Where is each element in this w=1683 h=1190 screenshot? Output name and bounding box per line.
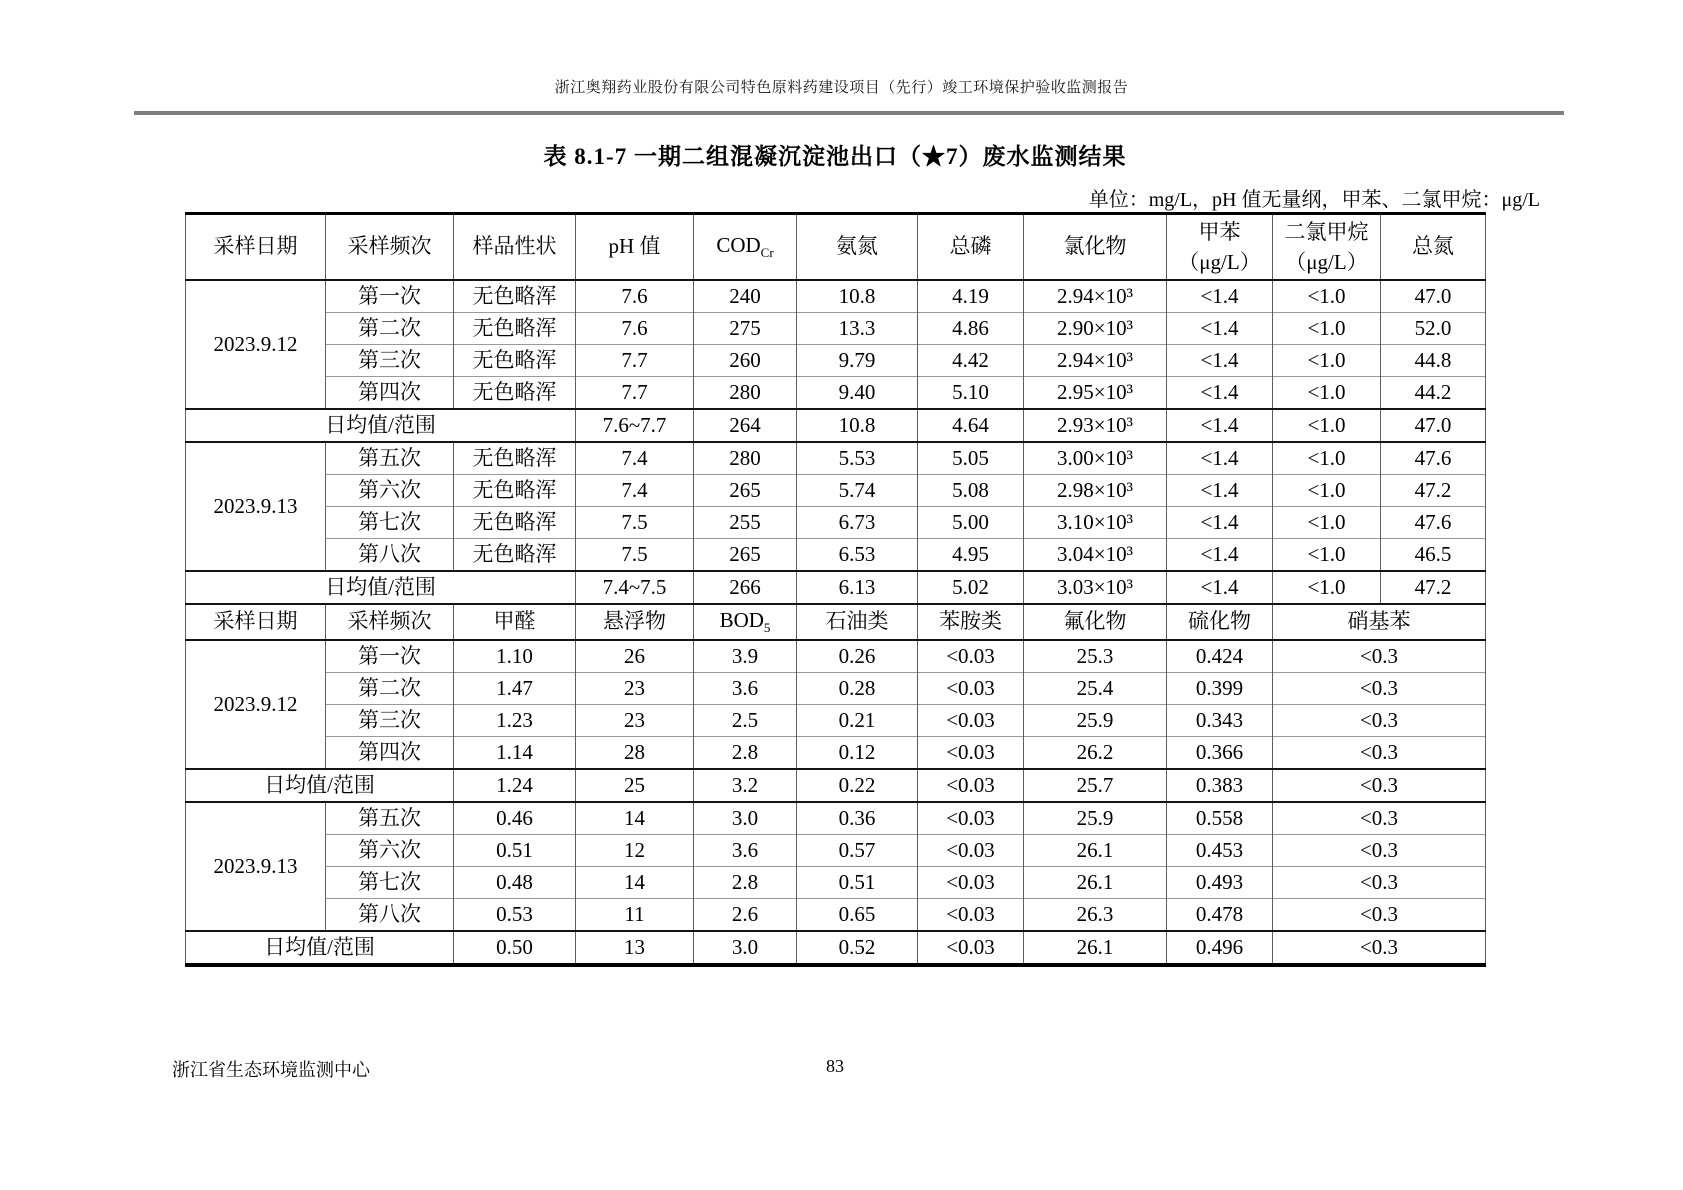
table-cell: <1.4	[1167, 313, 1273, 345]
table-cell: 47.0	[1381, 409, 1486, 442]
table-cell: 240	[694, 280, 797, 313]
table-cell: <0.03	[918, 931, 1024, 965]
table-cell: 0.496	[1167, 931, 1273, 965]
table-cell: 2.94×10³	[1024, 280, 1167, 313]
column-header: 石油类	[797, 604, 918, 640]
table-cell: 3.03×10³	[1024, 571, 1167, 604]
table-cell: <1.4	[1167, 507, 1273, 539]
table-row	[186, 867, 1486, 899]
table-cell: <1.0	[1273, 475, 1381, 507]
table-cell: 0.46	[454, 802, 576, 835]
table-cell: 0.493	[1167, 867, 1273, 899]
date-cell: 2023.9.12	[186, 280, 326, 409]
frequency-cell: 第三次	[326, 705, 454, 737]
daily-average-label: 日均值/范围	[186, 931, 454, 965]
table-row	[186, 345, 1486, 377]
table-cell: 无色略浑	[454, 377, 576, 410]
table-cell: <1.4	[1167, 280, 1273, 313]
table-cell: 26.2	[1024, 737, 1167, 770]
table-cell: 2.6	[694, 899, 797, 932]
table-cell: 无色略浑	[454, 280, 576, 313]
frequency-cell: 第七次	[326, 507, 454, 539]
table-cell: 4.86	[918, 313, 1024, 345]
table-cell: 265	[694, 475, 797, 507]
header-line2: （μg/L）	[1285, 250, 1368, 274]
table-row	[186, 214, 1486, 281]
table-cell: 5.74	[797, 475, 918, 507]
table-cell: 255	[694, 507, 797, 539]
frequency-cell: 第五次	[326, 442, 454, 475]
table-cell: 10.8	[797, 409, 918, 442]
column-header: 样品性状	[454, 214, 576, 281]
table-cell: 265	[694, 539, 797, 572]
table-cell: 7.6	[576, 313, 694, 345]
table-cell: 无色略浑	[454, 345, 576, 377]
table-cell: 25.7	[1024, 769, 1167, 802]
table-cell: 11	[576, 899, 694, 932]
table-cell: 7.5	[576, 507, 694, 539]
table-cell: 14	[576, 867, 694, 899]
table-cell: 0.53	[454, 899, 576, 932]
table-cell: <1.4	[1167, 571, 1273, 604]
table-cell: <0.3	[1273, 769, 1486, 802]
table-cell: 7.6~7.7	[576, 409, 694, 442]
table-cell: 0.52	[797, 931, 918, 965]
table-cell: 3.2	[694, 769, 797, 802]
table-cell: 4.19	[918, 280, 1024, 313]
table-cell: 1.14	[454, 737, 576, 770]
table-cell: <0.03	[918, 802, 1024, 835]
frequency-cell: 第八次	[326, 539, 454, 572]
table-cell: 0.57	[797, 835, 918, 867]
table-row	[186, 769, 1486, 802]
table-cell: 25	[576, 769, 694, 802]
column-header: 苯胺类	[918, 604, 1024, 640]
frequency-cell: 第一次	[326, 280, 454, 313]
frequency-cell: 第二次	[326, 673, 454, 705]
table-cell: 3.10×10³	[1024, 507, 1167, 539]
table-cell: 无色略浑	[454, 442, 576, 475]
frequency-cell: 第六次	[326, 475, 454, 507]
table-cell: 25.4	[1024, 673, 1167, 705]
header-subscript: Cr	[760, 245, 774, 261]
table-cell: 6.13	[797, 571, 918, 604]
table-cell: 23	[576, 705, 694, 737]
table-cell: 47.6	[1381, 507, 1486, 539]
table-cell: 47.0	[1381, 280, 1486, 313]
table-cell: <0.03	[918, 705, 1024, 737]
table-cell: 0.51	[797, 867, 918, 899]
table-cell: 2.98×10³	[1024, 475, 1167, 507]
table-cell: <0.03	[918, 899, 1024, 932]
table-cell: 6.53	[797, 539, 918, 572]
table-cell: <1.4	[1167, 475, 1273, 507]
table-row	[186, 802, 1486, 835]
table-cell: 13.3	[797, 313, 918, 345]
daily-average-label: 日均值/范围	[186, 571, 576, 604]
table-cell: 6.73	[797, 507, 918, 539]
table-cell: 3.0	[694, 931, 797, 965]
frequency-cell: 第六次	[326, 835, 454, 867]
table-cell: 0.383	[1167, 769, 1273, 802]
two-line-header	[1178, 217, 1260, 278]
frequency-cell: 第四次	[326, 737, 454, 770]
page-number: 83	[826, 1056, 844, 1076]
two-line-header	[1285, 217, 1369, 278]
table-cell: <1.0	[1273, 345, 1381, 377]
table-cell: 26.1	[1024, 835, 1167, 867]
table-row	[186, 640, 1486, 673]
table-cell: 9.79	[797, 345, 918, 377]
monitoring-table	[185, 212, 1486, 967]
table-cell: 3.04×10³	[1024, 539, 1167, 572]
column-header: 硫化物	[1167, 604, 1273, 640]
table-cell: 25.3	[1024, 640, 1167, 673]
table-cell: <1.4	[1167, 539, 1273, 572]
header-rule	[134, 111, 1564, 115]
table-cell: 275	[694, 313, 797, 345]
table-cell: 7.5	[576, 539, 694, 572]
frequency-cell: 第一次	[326, 640, 454, 673]
header-line1: 甲苯	[1198, 219, 1241, 244]
table-cell: <1.4	[1167, 377, 1273, 410]
table-cell: 44.8	[1381, 345, 1486, 377]
table-cell: <0.3	[1273, 705, 1486, 737]
column-header: 氨氮	[797, 214, 918, 281]
table-cell: 25.9	[1024, 802, 1167, 835]
table-cell: 0.36	[797, 802, 918, 835]
column-header: 采样日期	[186, 604, 326, 640]
column-header: 采样频次	[326, 604, 454, 640]
table-cell: 0.65	[797, 899, 918, 932]
table-cell: <1.0	[1273, 377, 1381, 410]
header-text: BOD	[719, 608, 764, 633]
table-cell: 5.53	[797, 442, 918, 475]
frequency-cell: 第八次	[326, 899, 454, 932]
table-cell: 0.50	[454, 931, 576, 965]
column-header: 硝基苯	[1273, 604, 1486, 640]
column-header: 氯化物	[1024, 214, 1167, 281]
table-row	[186, 313, 1486, 345]
table-cell: 0.26	[797, 640, 918, 673]
column-header: 甲醛	[454, 604, 576, 640]
table-cell: 无色略浑	[454, 507, 576, 539]
table-cell: 无色略浑	[454, 313, 576, 345]
table-row	[186, 673, 1486, 705]
table-cell: 5.10	[918, 377, 1024, 410]
table-cell: 2.93×10³	[1024, 409, 1167, 442]
table-cell: 26.3	[1024, 899, 1167, 932]
table-cell: 12	[576, 835, 694, 867]
table-cell: <1.4	[1167, 345, 1273, 377]
table-cell: 47.6	[1381, 442, 1486, 475]
frequency-cell: 第五次	[326, 802, 454, 835]
table-cell: <0.3	[1273, 835, 1486, 867]
date-cell: 2023.9.13	[186, 442, 326, 571]
table-cell: 25.9	[1024, 705, 1167, 737]
table-row	[186, 931, 1486, 965]
table-row	[186, 604, 1486, 640]
column-header	[694, 214, 797, 281]
table-row	[186, 705, 1486, 737]
table-cell: 2.8	[694, 737, 797, 770]
table-cell: 0.399	[1167, 673, 1273, 705]
table-cell: <0.03	[918, 640, 1024, 673]
column-header	[694, 604, 797, 640]
table-cell: 1.10	[454, 640, 576, 673]
column-header: 总磷	[918, 214, 1024, 281]
table-cell: <0.3	[1273, 931, 1486, 965]
table-cell: 5.05	[918, 442, 1024, 475]
table-cell: <1.0	[1273, 507, 1381, 539]
table-cell: 44.2	[1381, 377, 1486, 410]
table-cell: 26.1	[1024, 867, 1167, 899]
table-cell: 14	[576, 802, 694, 835]
unit-note: 单位：mg/L，pH 值无量纲，甲苯、二氯甲烷：μg/L	[1088, 189, 1540, 211]
frequency-cell: 第四次	[326, 377, 454, 410]
table-cell: 7.4~7.5	[576, 571, 694, 604]
table-row	[186, 539, 1486, 572]
header-line2: （μg/L）	[1178, 250, 1261, 274]
header-subscript: 5	[763, 620, 771, 636]
table-cell: 4.64	[918, 409, 1024, 442]
table-cell: 26	[576, 640, 694, 673]
table-cell: 1.24	[454, 769, 576, 802]
table-cell: 无色略浑	[454, 539, 576, 572]
column-header: 总氮	[1381, 214, 1486, 281]
table-cell: <0.03	[918, 867, 1024, 899]
table-cell: <1.0	[1273, 442, 1381, 475]
table-cell: 47.2	[1381, 571, 1486, 604]
table-cell: 1.23	[454, 705, 576, 737]
column-header	[1273, 214, 1381, 281]
header-line1: 二氯甲烷	[1284, 219, 1369, 244]
table-cell: 280	[694, 377, 797, 410]
table-cell: 260	[694, 345, 797, 377]
table-cell: <0.3	[1273, 640, 1486, 673]
table-row	[186, 377, 1486, 410]
frequency-cell: 第二次	[326, 313, 454, 345]
table-cell: <0.3	[1273, 802, 1486, 835]
table-row	[186, 571, 1486, 604]
table-cell: 28	[576, 737, 694, 770]
table-cell: 4.42	[918, 345, 1024, 377]
table-cell: 3.6	[694, 673, 797, 705]
table-cell: 0.51	[454, 835, 576, 867]
table-cell: <1.0	[1273, 571, 1381, 604]
header-text: COD	[716, 233, 761, 258]
table-cell: 0.28	[797, 673, 918, 705]
daily-average-label: 日均值/范围	[186, 769, 454, 802]
table-cell: 1.47	[454, 673, 576, 705]
table-row	[186, 835, 1486, 867]
table-cell: 2.90×10³	[1024, 313, 1167, 345]
column-header: pH 值	[576, 214, 694, 281]
table-cell: <1.0	[1273, 409, 1381, 442]
table-cell: 47.2	[1381, 475, 1486, 507]
table-cell: <0.3	[1273, 737, 1486, 770]
table-row	[186, 409, 1486, 442]
table-row	[186, 442, 1486, 475]
table-cell: <0.03	[918, 673, 1024, 705]
table-cell: 10.8	[797, 280, 918, 313]
document-header: 浙江奥翔药业股份有限公司特色原料药建设项目（先行）竣工环境保护验收监测报告	[554, 80, 1129, 96]
table-cell: 0.558	[1167, 802, 1273, 835]
table-cell: 13	[576, 931, 694, 965]
table-cell: <1.0	[1273, 280, 1381, 313]
table-cell: 7.4	[576, 475, 694, 507]
table-cell: 26.1	[1024, 931, 1167, 965]
column-header	[1167, 214, 1273, 281]
column-header: 采样日期	[186, 214, 326, 281]
table-cell: 2.8	[694, 867, 797, 899]
table-cell: 7.6	[576, 280, 694, 313]
table-cell: 0.48	[454, 867, 576, 899]
table-cell: 7.7	[576, 345, 694, 377]
table-cell: 0.366	[1167, 737, 1273, 770]
table-cell: 5.00	[918, 507, 1024, 539]
column-header: 氟化物	[1024, 604, 1167, 640]
table-row	[186, 507, 1486, 539]
table-cell: 2.94×10³	[1024, 345, 1167, 377]
table-cell: <0.3	[1273, 867, 1486, 899]
daily-average-label: 日均值/范围	[186, 409, 576, 442]
table-cell: 5.02	[918, 571, 1024, 604]
table-title: 表 8.1-7 一期二组混凝沉淀池出口（★7）废水监测结果	[543, 144, 1127, 169]
table-cell: 23	[576, 673, 694, 705]
table-cell: 0.21	[797, 705, 918, 737]
table-cell: 3.0	[694, 802, 797, 835]
frequency-cell: 第三次	[326, 345, 454, 377]
table-cell: <0.3	[1273, 899, 1486, 932]
frequency-cell: 第七次	[326, 867, 454, 899]
table-row	[186, 737, 1486, 770]
table-cell: 无色略浑	[454, 475, 576, 507]
date-cell: 2023.9.12	[186, 640, 326, 769]
table-cell: <0.03	[918, 769, 1024, 802]
table-cell: 264	[694, 409, 797, 442]
table-row	[186, 899, 1486, 932]
table-cell: 0.343	[1167, 705, 1273, 737]
table-cell: 7.4	[576, 442, 694, 475]
table-cell: 5.08	[918, 475, 1024, 507]
column-header: 采样频次	[326, 214, 454, 281]
table-cell: 7.7	[576, 377, 694, 410]
table-cell: 0.478	[1167, 899, 1273, 932]
table-cell: 3.9	[694, 640, 797, 673]
table-cell: 46.5	[1381, 539, 1486, 572]
table-cell: <1.0	[1273, 313, 1381, 345]
date-cell: 2023.9.13	[186, 802, 326, 931]
table-row	[186, 280, 1486, 313]
table-cell: <1.4	[1167, 409, 1273, 442]
table-cell: 0.12	[797, 737, 918, 770]
table-cell: <0.03	[918, 835, 1024, 867]
table-cell: 0.453	[1167, 835, 1273, 867]
column-header: 悬浮物	[576, 604, 694, 640]
table-cell: 9.40	[797, 377, 918, 410]
table-cell: 280	[694, 442, 797, 475]
table-cell: <1.0	[1273, 539, 1381, 572]
table-row	[186, 475, 1486, 507]
table-cell: 2.5	[694, 705, 797, 737]
footer-org-name: 浙江省生态环境监测中心	[172, 1060, 370, 1080]
table-cell: 0.424	[1167, 640, 1273, 673]
table-cell: 2.95×10³	[1024, 377, 1167, 410]
table-cell: 3.6	[694, 835, 797, 867]
table-cell: 3.00×10³	[1024, 442, 1167, 475]
table-cell: 52.0	[1381, 313, 1486, 345]
table-cell: 266	[694, 571, 797, 604]
table-cell: 4.95	[918, 539, 1024, 572]
table-cell: <1.4	[1167, 442, 1273, 475]
table-cell: <0.03	[918, 737, 1024, 770]
table-cell: 0.22	[797, 769, 918, 802]
table-cell: <0.3	[1273, 673, 1486, 705]
